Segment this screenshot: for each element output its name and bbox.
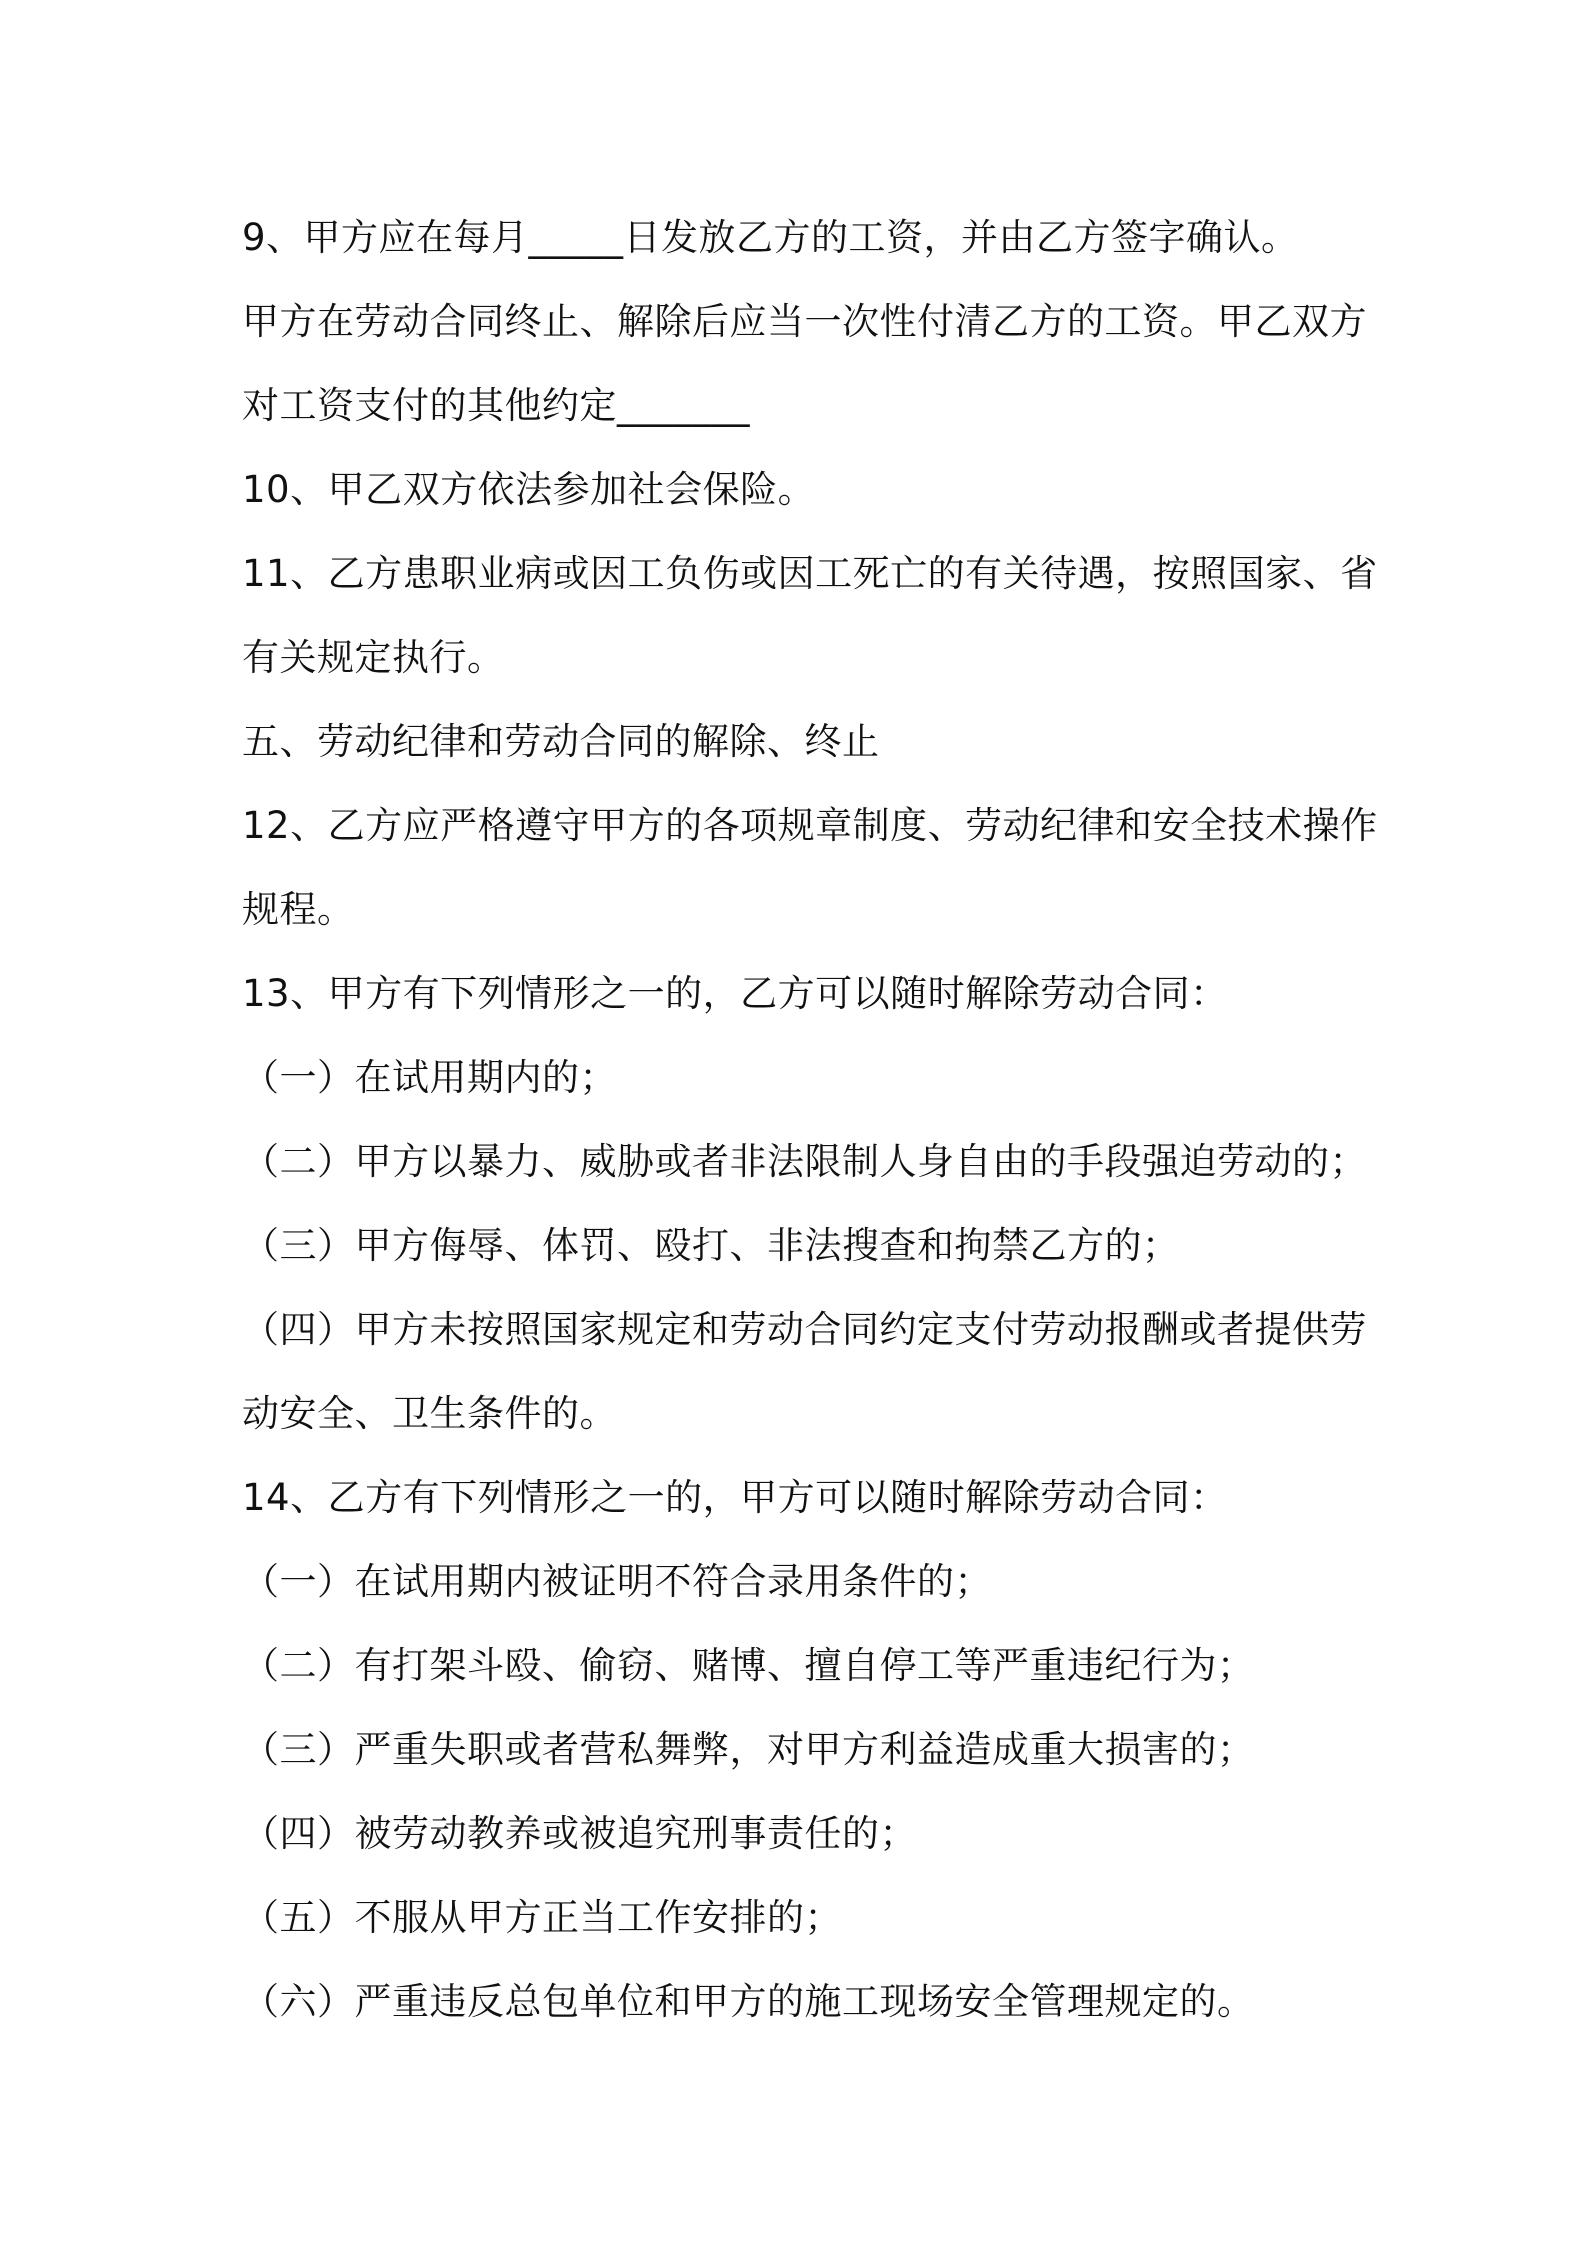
text-line: 甲方在劳动合同终止、解除后应当一次性付清乙方的工资。甲乙双方 — [242, 300, 1367, 343]
list-item: （一）在试用期内被证明不符合录用条件的； — [242, 1560, 992, 1603]
list-item: （三）严重失职或者营私舞弊，对甲方利益造成重大损害的； — [242, 1728, 1255, 1771]
text-line: 动安全、卫生条件的。 — [242, 1392, 617, 1435]
list-item: （三）甲方侮辱、体罚、殴打、非法搜查和拘禁乙方的； — [242, 1224, 1180, 1267]
text-line: 10、甲乙双方依法参加社会保险。 — [242, 468, 816, 511]
list-item: （五）不服从甲方正当工作安排的； — [242, 1896, 842, 1939]
text-line: 9、甲方应在每月_____日发放乙方的工资，并由乙方签字确认。 — [242, 216, 1299, 259]
document-body — [242, 196, 1378, 2044]
list-item: （一）在试用期内的； — [242, 1056, 617, 1099]
text-line: 对工资支付的其他约定_______ — [242, 384, 750, 427]
list-item: （二）甲方以暴力、威胁或者非法限制人身自由的手段强迫劳动的； — [242, 1140, 1367, 1183]
text-line: 有关规定执行。 — [242, 636, 505, 679]
list-item: （二）有打架斗殴、偷窃、赌博、擅自停工等严重违纪行为； — [242, 1644, 1255, 1687]
list-item: （四）被劳动教养或被追究刑事责任的； — [242, 1812, 917, 1855]
text-line: 12、乙方应严格遵守甲方的各项规章制度、劳动纪律和安全技术操作 — [242, 804, 1378, 847]
section-heading: 五、劳动纪律和劳动合同的解除、终止 — [242, 720, 880, 763]
text-line: 11、乙方患职业病或因工负伤或因工死亡的有关待遇，按照国家、省 — [242, 552, 1378, 595]
text-line: 13、甲方有下列情形之一的，乙方可以随时解除劳动合同： — [242, 972, 1228, 1015]
list-item: （四）甲方未按照国家规定和劳动合同约定支付劳动报酬或者提供劳 — [242, 1308, 1367, 1351]
list-item: （六）严重违反总包单位和甲方的施工现场安全管理规定的。 — [242, 1980, 1255, 2023]
text-line: 规程。 — [242, 888, 355, 931]
text-line: 14、乙方有下列情形之一的，甲方可以随时解除劳动合同： — [242, 1476, 1228, 1519]
